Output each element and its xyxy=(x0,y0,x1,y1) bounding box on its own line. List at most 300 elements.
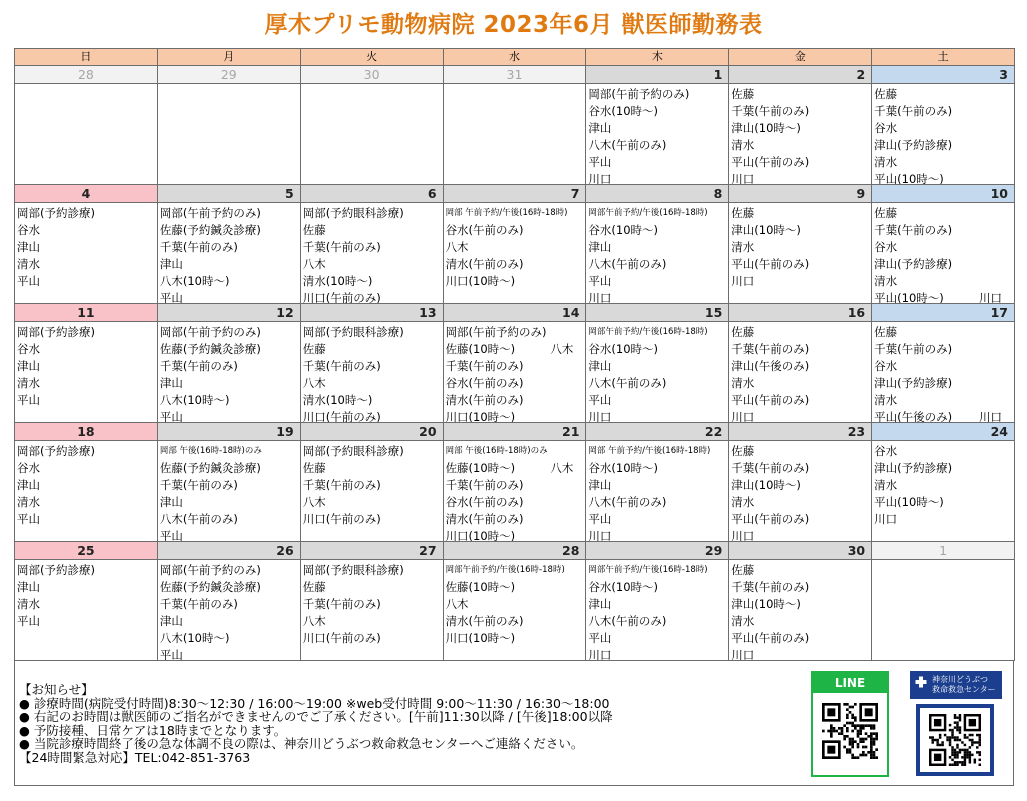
staff-entry-text: 清水 xyxy=(731,495,755,509)
date-number: 4 xyxy=(15,185,158,203)
day-schedule-cell xyxy=(586,84,729,185)
staff-entry xyxy=(160,613,300,630)
staff-entry xyxy=(160,443,300,460)
day-schedule-cell xyxy=(872,203,1015,304)
staff-entry xyxy=(160,273,300,290)
date-number: 21 xyxy=(444,423,587,441)
staff-entry xyxy=(874,324,1014,341)
staff-entry-text: 津山(予約診療) xyxy=(874,461,953,475)
staff-entry xyxy=(731,273,871,290)
staff-entry-text: 岡部 午前予約/午後(16時-18時) xyxy=(445,208,568,218)
staff-entry-text: 平山(午前のみ) xyxy=(731,512,810,526)
staff-entry-text: 千葉(午前のみ) xyxy=(302,597,381,611)
staff-entry-text: 千葉(午前のみ) xyxy=(731,104,810,118)
staff-entry-extra: 川口 xyxy=(979,291,1002,304)
day-schedule-cell xyxy=(872,322,1015,423)
staff-entry-text: 清水(午前のみ) xyxy=(445,393,524,407)
staff-entry-text: 平山 xyxy=(17,274,40,288)
date-number: 29 xyxy=(158,66,301,84)
staff-entry xyxy=(588,409,728,423)
line-label: LINE xyxy=(813,673,887,693)
staff-entry-text: 川口 xyxy=(731,410,755,423)
staff-entry xyxy=(874,290,1014,304)
day-schedule-cell xyxy=(15,84,158,185)
staff-entry xyxy=(303,375,443,392)
staff-entry-text: 津山(予約診療) xyxy=(874,257,953,271)
staff-entry-text: 津山 xyxy=(17,240,40,254)
staff-entry xyxy=(874,392,1014,409)
staff-entry xyxy=(731,120,871,137)
staff-entry xyxy=(731,103,871,120)
staff-entry-text: 平山 xyxy=(159,410,183,423)
day-schedule-cell xyxy=(444,322,587,423)
weekday-header: 金 xyxy=(729,49,872,66)
staff-entry-text: 岡部 午後(16時-18時)のみ xyxy=(445,446,548,456)
date-number: 10 xyxy=(872,185,1015,203)
date-number: 25 xyxy=(15,542,158,560)
staff-entry-text: 谷水(10時～) xyxy=(588,223,659,237)
staff-entry-text: 清水 xyxy=(17,376,40,390)
staff-entry-text: 谷水(10時～) xyxy=(588,461,659,475)
staff-entry xyxy=(446,562,586,579)
staff-entry-text: 岡部(午前予約のみ) xyxy=(588,87,690,101)
emergency-center-qr-badge[interactable] xyxy=(910,671,1002,777)
staff-entry xyxy=(17,443,157,460)
staff-entry-text: 佐藤 xyxy=(302,580,326,594)
staff-entry xyxy=(874,205,1014,222)
staff-entry-text: 川口(午前のみ) xyxy=(302,631,381,645)
calendar-grid xyxy=(14,48,1015,661)
staff-entry xyxy=(17,222,157,239)
day-schedule-cell xyxy=(301,441,444,542)
staff-entry-text: 岡部(午前予約のみ) xyxy=(159,206,261,220)
staff-entry-text: 清水(午前のみ) xyxy=(445,614,524,628)
staff-entry-text: 八木(10時～) xyxy=(159,631,230,645)
day-schedule-cell xyxy=(872,560,1015,661)
staff-entry-text: 佐藤 xyxy=(731,444,755,458)
staff-entry xyxy=(160,647,300,661)
staff-entry-text: 川口 xyxy=(874,512,898,526)
staff-entry-text: 平山(10時～) xyxy=(874,291,944,304)
staff-entry xyxy=(731,477,871,494)
staff-entry xyxy=(303,256,443,273)
staff-entry xyxy=(160,324,300,341)
staff-entry xyxy=(874,120,1014,137)
day-schedule-cell xyxy=(158,441,301,542)
staff-entry-text: 八木 xyxy=(302,495,326,509)
staff-entry-text: 千葉(午前のみ) xyxy=(302,240,381,254)
date-number: 8 xyxy=(586,185,729,203)
staff-entry-text: 津山 xyxy=(588,359,612,373)
date-number: 30 xyxy=(729,542,872,560)
staff-entry-text: 岡部(午前予約のみ) xyxy=(159,563,261,577)
staff-entry xyxy=(160,409,300,423)
staff-entry xyxy=(446,596,586,613)
staff-entry xyxy=(874,443,1014,460)
staff-entry xyxy=(731,341,871,358)
staff-entry-text: 岡部(予約診療) xyxy=(17,325,95,339)
staff-entry xyxy=(731,596,871,613)
staff-entry-text: 佐藤 xyxy=(874,87,898,101)
staff-entry xyxy=(17,613,157,630)
staff-entry xyxy=(17,494,157,511)
date-number: 15 xyxy=(586,304,729,322)
staff-entry xyxy=(17,341,157,358)
date-number: 28 xyxy=(444,542,587,560)
date-number: 27 xyxy=(301,542,444,560)
weekday-header: 月 xyxy=(158,49,301,66)
staff-entry-text: 平山(10時～) xyxy=(874,172,944,185)
staff-entry xyxy=(874,409,1014,423)
staff-entry xyxy=(874,239,1014,256)
date-number: 19 xyxy=(158,423,301,441)
staff-entry-text: 川口 xyxy=(588,648,612,661)
date-number: 30 xyxy=(301,66,444,84)
staff-entry xyxy=(874,358,1014,375)
staff-entry-text: 清水 xyxy=(874,478,898,492)
day-schedule-cell xyxy=(729,322,872,423)
staff-entry xyxy=(588,511,728,528)
staff-entry xyxy=(446,477,586,494)
staff-entry-text: 八木(午前のみ) xyxy=(588,614,667,628)
staff-entry-text: 津山(予約診療) xyxy=(874,138,953,152)
staff-entry-text: 岡部(予約診療) xyxy=(17,206,95,220)
staff-entry xyxy=(446,392,586,409)
notice-lines xyxy=(19,683,613,764)
staff-entry xyxy=(303,477,443,494)
staff-entry-text: 千葉(午前のみ) xyxy=(731,461,810,475)
date-number: 5 xyxy=(158,185,301,203)
staff-entry-text: 津山 xyxy=(159,495,183,509)
staff-entry-text: 平山(午前のみ) xyxy=(731,393,810,407)
staff-entry xyxy=(588,579,728,596)
staff-entry-text: 清水 xyxy=(874,274,898,288)
staff-entry-text: 佐藤 xyxy=(731,563,755,577)
staff-entry xyxy=(17,460,157,477)
staff-entry xyxy=(588,86,728,103)
staff-entry-text: 川口 xyxy=(588,172,612,185)
staff-entry xyxy=(731,647,871,661)
emergency-center-name-1: 神奈川どうぶつ xyxy=(932,675,988,684)
staff-entry-text: 佐藤 xyxy=(302,461,326,475)
staff-entry-text: 津山 xyxy=(588,478,612,492)
staff-entry-text: 岡部午前予約/午後(16時-18時) xyxy=(445,565,565,575)
staff-entry-text: 千葉(午前のみ) xyxy=(159,240,238,254)
staff-entry xyxy=(588,460,728,477)
staff-entry xyxy=(17,579,157,596)
staff-entry xyxy=(588,392,728,409)
staff-entry-text: 佐藤 xyxy=(874,206,898,220)
staff-entry-text: 平山(午前のみ) xyxy=(731,631,810,645)
staff-entry-text: 谷水 xyxy=(874,359,898,373)
staff-entry-text: 平山(10時～) xyxy=(874,495,944,509)
staff-entry xyxy=(303,222,443,239)
staff-entry xyxy=(731,613,871,630)
staff-entry xyxy=(588,443,728,460)
staff-entry-text: 谷水 xyxy=(874,121,898,135)
notice-line: 【24時間緊急対応】TEL:042-851-3763 xyxy=(19,749,251,765)
line-qr-badge[interactable] xyxy=(811,671,889,777)
day-schedule-cell xyxy=(301,322,444,423)
staff-entry xyxy=(160,596,300,613)
staff-entry xyxy=(446,358,586,375)
staff-entry xyxy=(17,239,157,256)
staff-entry xyxy=(17,392,157,409)
staff-entry-text: 清水 xyxy=(17,257,40,271)
staff-entry-text: 八木 xyxy=(302,614,326,628)
staff-entry xyxy=(446,239,586,256)
staff-entry-text: 津山 xyxy=(588,597,612,611)
staff-entry-text: 平山 xyxy=(159,648,183,661)
staff-entry-text: 八木(午前のみ) xyxy=(159,512,238,526)
staff-entry-text: 佐藤(予約鍼灸診療) xyxy=(159,580,261,594)
staff-entry-text: 千葉(午前のみ) xyxy=(731,342,810,356)
staff-entry xyxy=(588,647,728,661)
staff-entry xyxy=(874,273,1014,290)
staff-entry-text: 八木(10時～) xyxy=(159,274,230,288)
staff-entry xyxy=(303,630,443,647)
staff-entry xyxy=(160,256,300,273)
date-number: 24 xyxy=(872,423,1015,441)
staff-entry xyxy=(588,528,728,542)
staff-entry-text: 八木(午前のみ) xyxy=(588,376,667,390)
staff-entry xyxy=(588,375,728,392)
medical-cross-icon xyxy=(914,675,928,689)
staff-entry-text: 八木 xyxy=(302,257,326,271)
staff-entry xyxy=(588,222,728,239)
staff-entry-text: 千葉(午前のみ) xyxy=(731,580,810,594)
staff-entry xyxy=(731,494,871,511)
staff-entry xyxy=(874,171,1014,185)
staff-entry-text: 津山(予約診療) xyxy=(874,376,953,390)
staff-entry-text: 八木 xyxy=(302,376,326,390)
staff-entry-text: 川口(午前のみ) xyxy=(302,410,381,423)
qr-code-icon xyxy=(929,714,981,766)
day-schedule-cell xyxy=(872,84,1015,185)
staff-entry xyxy=(17,256,157,273)
staff-entry-text: 谷水(午前のみ) xyxy=(445,223,524,237)
weekday-header: 水 xyxy=(444,49,587,66)
staff-entry xyxy=(303,341,443,358)
staff-entry xyxy=(731,392,871,409)
staff-entry xyxy=(303,358,443,375)
day-schedule-cell xyxy=(586,560,729,661)
staff-entry xyxy=(731,86,871,103)
date-number: 20 xyxy=(301,423,444,441)
staff-entry-text: 清水(10時～) xyxy=(302,393,373,407)
staff-entry-text: 津山 xyxy=(17,359,40,373)
staff-entry xyxy=(17,477,157,494)
staff-entry-text: 川口(午前のみ) xyxy=(302,291,381,304)
staff-entry xyxy=(17,205,157,222)
staff-entry-text: 岡部 午後(16時-18時)のみ xyxy=(159,446,262,456)
staff-entry xyxy=(303,239,443,256)
staff-entry-text: 八木 xyxy=(445,240,469,254)
day-schedule-cell xyxy=(158,322,301,423)
staff-entry xyxy=(588,290,728,304)
staff-entry-text: 津山(午後のみ) xyxy=(731,359,810,373)
staff-entry-text: 千葉(午前のみ) xyxy=(445,478,524,492)
staff-entry-text: 津山 xyxy=(159,614,183,628)
staff-entry xyxy=(446,375,586,392)
staff-entry-text: 八木(午前のみ) xyxy=(588,138,667,152)
staff-entry xyxy=(731,562,871,579)
staff-entry xyxy=(303,409,443,423)
day-schedule-cell xyxy=(15,441,158,542)
staff-entry-text: 平山 xyxy=(588,274,612,288)
staff-entry xyxy=(731,409,871,423)
staff-entry-text: 川口(10時～) xyxy=(445,410,516,423)
staff-entry-text: 佐藤(10時～) xyxy=(445,342,516,356)
staff-entry-text: 岡部(予約眼科診療) xyxy=(302,206,404,220)
staff-entry-text: 岡部(予約診療) xyxy=(17,444,95,458)
staff-entry xyxy=(446,613,586,630)
staff-entry-text: 津山 xyxy=(159,376,183,390)
staff-entry xyxy=(160,460,300,477)
staff-entry-text: 津山(10時～) xyxy=(731,478,801,492)
staff-entry xyxy=(731,511,871,528)
staff-entry-text: 川口 xyxy=(588,410,612,423)
staff-entry-text: 佐藤 xyxy=(302,342,326,356)
staff-entry-text: 谷水 xyxy=(874,444,898,458)
staff-entry xyxy=(731,528,871,542)
day-schedule-cell xyxy=(301,203,444,304)
staff-entry-text: 岡部(予約眼科診療) xyxy=(302,444,404,458)
staff-entry xyxy=(446,630,586,647)
date-number: 22 xyxy=(586,423,729,441)
day-schedule-cell xyxy=(586,322,729,423)
staff-entry-text: 谷水 xyxy=(874,240,898,254)
staff-entry xyxy=(588,205,728,222)
staff-entry xyxy=(874,256,1014,273)
staff-entry-text: 清水 xyxy=(874,393,898,407)
staff-entry xyxy=(17,511,157,528)
staff-entry xyxy=(588,171,728,185)
staff-entry-text: 岡部午前予約/午後(16時-18時) xyxy=(588,208,708,218)
date-number: 11 xyxy=(15,304,158,322)
staff-entry xyxy=(160,341,300,358)
staff-entry-text: 佐藤 xyxy=(302,223,326,237)
staff-entry-text: 千葉(午前のみ) xyxy=(159,359,238,373)
staff-entry xyxy=(160,494,300,511)
staff-entry-text: 八木(午前のみ) xyxy=(588,257,667,271)
staff-entry-text: 千葉(午前のみ) xyxy=(159,597,238,611)
date-number: 18 xyxy=(15,423,158,441)
staff-entry-text: 八木(午前のみ) xyxy=(588,495,667,509)
staff-entry xyxy=(160,222,300,239)
notice-line: 【お知らせ】 xyxy=(19,682,94,697)
day-schedule-cell xyxy=(158,560,301,661)
staff-entry xyxy=(588,494,728,511)
staff-entry-text: 谷水 xyxy=(17,342,40,356)
staff-entry-text: 千葉(午前のみ) xyxy=(445,359,524,373)
staff-entry xyxy=(303,392,443,409)
staff-entry-text: 平山(午前のみ) xyxy=(731,155,810,169)
staff-entry xyxy=(160,511,300,528)
staff-entry-text: 川口(10時～) xyxy=(445,529,516,542)
staff-entry-text: 谷水(10時～) xyxy=(588,580,659,594)
staff-entry xyxy=(446,460,586,477)
staff-entry-text: 川口(10時～) xyxy=(445,631,516,645)
staff-entry xyxy=(303,494,443,511)
staff-entry xyxy=(731,324,871,341)
staff-entry-text: 谷水 xyxy=(17,223,40,237)
staff-entry xyxy=(446,222,586,239)
staff-entry-text: 平山 xyxy=(159,291,183,304)
staff-entry-text: 佐藤(予約鍼灸診療) xyxy=(159,461,261,475)
staff-entry-text: 清水 xyxy=(17,495,40,509)
staff-entry-text: 津山 xyxy=(588,121,612,135)
staff-entry xyxy=(588,239,728,256)
notice-line: ● 予防接種、日常ケアは18時までとなります。 xyxy=(19,722,287,738)
staff-entry-text: 津山(10時～) xyxy=(731,121,801,135)
staff-entry-text: 川口 xyxy=(731,648,755,661)
staff-entry-text: 千葉(午前のみ) xyxy=(874,342,953,356)
staff-entry-text: 平山 xyxy=(159,529,183,542)
staff-entry xyxy=(303,460,443,477)
staff-entry-text: 谷水(10時～) xyxy=(588,342,659,356)
day-schedule-cell xyxy=(444,560,587,661)
staff-entry xyxy=(588,630,728,647)
staff-entry-text: 佐藤 xyxy=(731,325,755,339)
staff-entry xyxy=(446,273,586,290)
date-number: 1 xyxy=(872,542,1015,560)
staff-entry-text: 岡部(午前予約のみ) xyxy=(445,325,547,339)
staff-entry xyxy=(160,392,300,409)
day-schedule-cell xyxy=(444,84,587,185)
day-schedule-cell xyxy=(15,322,158,423)
staff-entry-text: 岡部(予約診療) xyxy=(17,563,95,577)
staff-entry-text: 平山(午前のみ) xyxy=(731,257,810,271)
staff-entry-text: 川口 xyxy=(588,291,612,304)
staff-entry xyxy=(303,613,443,630)
staff-entry xyxy=(731,137,871,154)
staff-entry-text: 川口(10時～) xyxy=(445,274,516,288)
staff-entry xyxy=(303,562,443,579)
notice-line: ● 当院診療時間終了後の急な体調不良の際は、神奈川どうぶつ救命救急センターへご連絡ください。 xyxy=(19,736,584,751)
staff-entry-text: 清水 xyxy=(731,240,755,254)
staff-entry-text: 千葉(午前のみ) xyxy=(874,104,953,118)
qr-frame xyxy=(916,704,994,776)
staff-entry xyxy=(17,324,157,341)
staff-entry xyxy=(731,205,871,222)
weekday-header: 火 xyxy=(301,49,444,66)
date-number: 9 xyxy=(729,185,872,203)
weekday-header: 木 xyxy=(586,49,729,66)
staff-entry-text: 清水(午前のみ) xyxy=(445,512,524,526)
day-schedule-cell xyxy=(444,441,587,542)
day-schedule-cell xyxy=(301,84,444,185)
qr-code-icon xyxy=(822,703,878,759)
staff-entry xyxy=(303,443,443,460)
staff-entry xyxy=(731,358,871,375)
staff-entry xyxy=(731,375,871,392)
staff-entry-text: 津山 xyxy=(159,257,183,271)
staff-entry-text: 千葉(午前のみ) xyxy=(159,478,238,492)
day-schedule-cell xyxy=(158,84,301,185)
staff-entry xyxy=(160,239,300,256)
date-number: 6 xyxy=(301,185,444,203)
date-number: 12 xyxy=(158,304,301,322)
staff-entry-text: 清水 xyxy=(731,138,755,152)
staff-entry xyxy=(588,477,728,494)
day-schedule-cell xyxy=(444,203,587,304)
staff-entry-text: 佐藤(予約鍼灸診療) xyxy=(159,223,261,237)
staff-entry-text: 津山(10時～) xyxy=(731,223,801,237)
staff-entry-text: 川口 xyxy=(588,529,612,542)
staff-entry-text: 清水(午前のみ) xyxy=(445,257,524,271)
day-schedule-cell xyxy=(301,560,444,661)
